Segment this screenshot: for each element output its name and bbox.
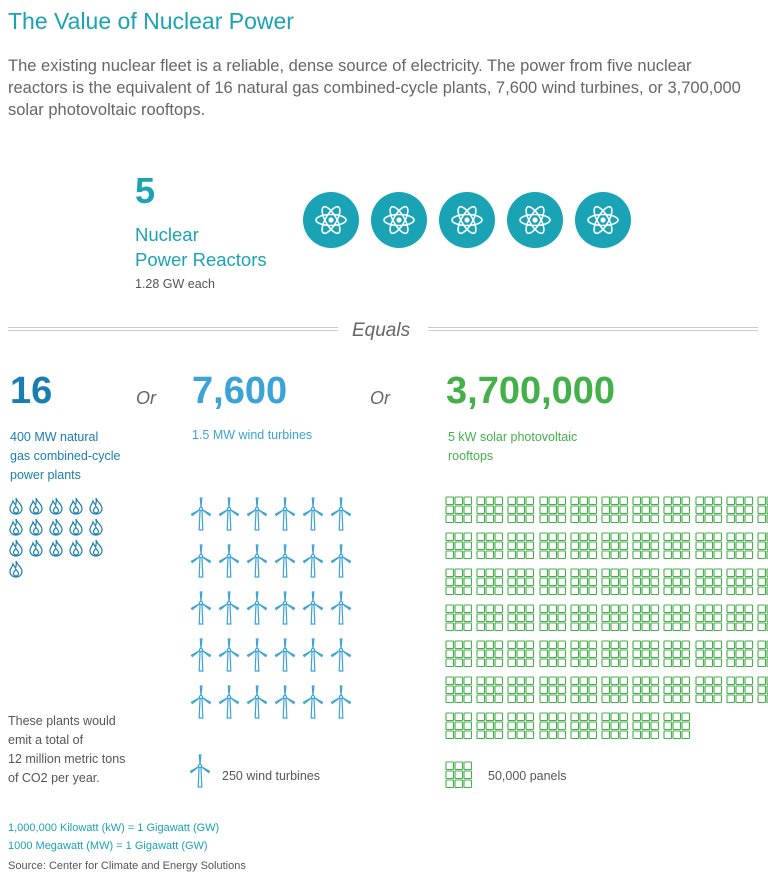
solar-panel-icon — [757, 640, 768, 668]
solar-panel-icon — [726, 496, 757, 524]
solar-panel-icon — [663, 568, 694, 596]
solar-panel-icon — [695, 568, 726, 596]
solar-panel-icon — [570, 712, 601, 740]
solar-label-line1: 5 kW solar photovoltaic — [448, 430, 578, 444]
flame-icon — [28, 518, 48, 536]
atom-icon — [371, 192, 427, 248]
solar-panel-icon — [695, 496, 726, 524]
solar-panel-icon — [601, 712, 632, 740]
solar-panel-icon — [570, 676, 601, 704]
solar-panel-icon — [663, 604, 694, 632]
solar-panel-icon — [663, 676, 694, 704]
flame-icon — [88, 497, 108, 515]
solar-panel-grid — [445, 496, 768, 740]
flame-icon — [28, 539, 48, 557]
emissions-note-line3: 12 million metric tons — [8, 752, 126, 766]
wind-turbine-icon — [188, 544, 216, 578]
wind-turbine-icon — [272, 591, 300, 625]
wind-turbine-icon — [328, 638, 356, 672]
solar-panel-icon — [601, 568, 632, 596]
solar-panel-icon — [539, 532, 570, 560]
gas-label-line2: gas combined-cycle — [10, 449, 121, 463]
divider-left — [8, 327, 338, 331]
reactor-icon-row — [303, 192, 631, 248]
solar-panel-icon — [445, 640, 476, 668]
solar-panel-icon — [445, 568, 476, 596]
wind-turbine-icon — [216, 685, 244, 719]
solar-label — [448, 428, 577, 466]
gas-label-line3: power plants — [10, 468, 81, 482]
wind-turbine-icon — [244, 685, 272, 719]
wind-turbine-icon — [300, 497, 328, 531]
wind-turbine-icon — [216, 638, 244, 672]
atom-icon — [507, 192, 563, 248]
page-title: The Value of Nuclear Power — [8, 8, 294, 34]
wind-turbine-icon — [244, 497, 272, 531]
wind-turbine-count: 7,600 — [192, 370, 288, 412]
wind-turbine-icon — [244, 591, 272, 625]
wind-turbine-icon — [328, 685, 356, 719]
solar-panel-icon — [601, 676, 632, 704]
solar-panel-icon — [726, 604, 757, 632]
flame-icon — [8, 497, 28, 515]
solar-panel-icon — [570, 640, 601, 668]
wind-legend-label: 250 wind turbines — [222, 769, 320, 783]
flame-icon — [48, 539, 68, 557]
solar-panel-icon — [445, 712, 476, 740]
solar-panel-icon — [663, 496, 694, 524]
solar-panel-icon — [507, 568, 538, 596]
wind-turbine-icon — [300, 685, 328, 719]
wind-turbine-icon — [188, 591, 216, 625]
flame-icon — [8, 539, 28, 557]
reactor-count: 5 — [135, 170, 156, 211]
solar-panel-icon — [476, 604, 507, 632]
wind-label: 1.5 MW wind turbines — [192, 428, 313, 442]
solar-panel-icon — [632, 640, 663, 668]
flame-icon — [68, 539, 88, 557]
intro-paragraph: The existing nuclear fleet is a reliable, dense source of electricity. The power from five nuclear reactors is the equivalent of 16 natural gas combined-cycle plants, 7,600 wind turbines, or 3,700,000 solar photovoltaic rooftops. — [8, 57, 741, 119]
wind-turbine-icon — [300, 638, 328, 672]
flame-icon — [28, 497, 48, 515]
solar-panel-icon — [570, 532, 601, 560]
unit-note-kilowatt: 1,000,000 Kilowatt (kW) = 1 Gigawatt (GW) — [8, 822, 220, 834]
solar-panel-icon — [757, 568, 768, 596]
wind-turbine-icon — [272, 544, 300, 578]
wind-turbine-icon — [216, 497, 244, 531]
solar-panel-icon — [476, 496, 507, 524]
flame-icon — [8, 518, 28, 536]
solar-panel-icon — [757, 676, 768, 704]
gas-flame-grid — [8, 497, 108, 578]
solar-panel-icon — [726, 568, 757, 596]
gas-label-line1: 400 MW natural — [10, 430, 99, 444]
wind-turbine-icon — [300, 591, 328, 625]
emissions-note-line2: emit a total of — [8, 733, 84, 747]
solar-panel-icon — [695, 532, 726, 560]
unit-note-megawatt: 1000 Megawatt (MW) = 1 Gigawatt (GW) — [8, 840, 208, 852]
solar-panel-icon — [695, 640, 726, 668]
wind-turbine-icon — [216, 544, 244, 578]
solar-panel-icon — [445, 532, 476, 560]
solar-panel-icon — [507, 532, 538, 560]
divider-right — [428, 327, 758, 331]
atom-icon — [303, 192, 359, 248]
solar-panel-icon — [601, 640, 632, 668]
wind-turbine-grid — [188, 497, 356, 719]
solar-panel-icon — [539, 568, 570, 596]
solar-panel-icon — [445, 604, 476, 632]
flame-icon — [88, 518, 108, 536]
wind-turbine-icon — [328, 544, 356, 578]
solar-panel-icon — [539, 496, 570, 524]
atom-icon — [575, 192, 631, 248]
solar-panel-icon — [476, 640, 507, 668]
solar-panel-icon — [601, 496, 632, 524]
wind-turbine-icon — [244, 638, 272, 672]
solar-rooftop-count: 3,700,000 — [446, 370, 616, 412]
emissions-note — [8, 712, 125, 788]
wind-turbine-icon — [216, 591, 244, 625]
flame-icon — [68, 518, 88, 536]
solar-panel-icon — [632, 568, 663, 596]
solar-panel-icon — [695, 604, 726, 632]
solar-panel-icon — [476, 532, 507, 560]
source-note: Source: Center for Climate and Energy Solutions — [8, 860, 246, 872]
solar-panel-icon — [757, 496, 768, 524]
or-label-2: Or — [370, 388, 390, 408]
solar-legend-label: 50,000 panels — [488, 769, 567, 783]
solar-panel-icon — [695, 676, 726, 704]
wind-turbine-icon — [188, 497, 216, 531]
wind-turbine-icon — [272, 685, 300, 719]
wind-turbine-icon — [188, 638, 216, 672]
or-label-1: Or — [136, 388, 156, 408]
flame-icon — [48, 518, 68, 536]
solar-panel-icon — [632, 604, 663, 632]
solar-panel-icon — [539, 676, 570, 704]
wind-turbine-icon — [272, 497, 300, 531]
solar-panel-icon — [663, 532, 694, 560]
gas-plant-count: 16 — [10, 370, 53, 412]
solar-panel-icon — [663, 640, 694, 668]
solar-panel-icon — [726, 640, 757, 668]
solar-panel-icon — [476, 568, 507, 596]
solar-panel-icon — [445, 761, 473, 789]
gas-label — [10, 428, 120, 485]
wind-turbine-icon — [328, 591, 356, 625]
emissions-note-line1: These plants would — [8, 714, 116, 728]
reactor-label — [135, 222, 267, 272]
solar-panel-icon — [507, 496, 538, 524]
solar-panel-icon — [663, 712, 694, 740]
wind-turbine-icon — [244, 544, 272, 578]
solar-panel-icon — [507, 604, 538, 632]
equals-label: Equals — [352, 320, 411, 341]
emissions-note-line4: of CO2 per year. — [8, 771, 100, 785]
solar-panel-icon — [632, 676, 663, 704]
solar-panel-icon — [507, 676, 538, 704]
flame-icon — [48, 497, 68, 515]
solar-panel-icon — [539, 712, 570, 740]
atom-icon — [439, 192, 495, 248]
solar-panel-icon — [601, 604, 632, 632]
reactor-capacity: 1.28 GW each — [135, 277, 215, 291]
flame-icon — [88, 539, 108, 557]
flame-icon — [68, 497, 88, 515]
flame-icon — [8, 560, 28, 578]
wind-turbine-icon — [272, 638, 300, 672]
wind-turbine-icon — [300, 544, 328, 578]
solar-panel-icon — [476, 712, 507, 740]
reactor-label-line2: Power Reactors — [135, 249, 267, 270]
solar-panel-icon — [601, 532, 632, 560]
solar-label-line2: rooftops — [448, 449, 494, 463]
solar-panel-icon — [757, 532, 768, 560]
solar-panel-icon — [445, 676, 476, 704]
solar-panel-icon — [570, 496, 601, 524]
solar-panel-icon — [632, 532, 663, 560]
solar-panel-icon — [726, 532, 757, 560]
solar-panel-icon — [632, 496, 663, 524]
wind-turbine-icon — [328, 497, 356, 531]
solar-panel-icon — [445, 496, 476, 524]
wind-turbine-icon — [188, 685, 216, 719]
solar-panel-icon — [632, 712, 663, 740]
solar-panel-icon — [507, 640, 538, 668]
solar-panel-icon — [476, 676, 507, 704]
wind-turbine-icon — [187, 754, 213, 788]
solar-panel-icon — [507, 712, 538, 740]
solar-panel-icon — [539, 604, 570, 632]
solar-panel-icon — [539, 640, 570, 668]
solar-panel-icon — [726, 676, 757, 704]
solar-panel-icon — [570, 568, 601, 596]
solar-panel-icon — [570, 604, 601, 632]
reactor-label-line1: Nuclear — [135, 224, 199, 245]
solar-panel-icon — [757, 604, 768, 632]
